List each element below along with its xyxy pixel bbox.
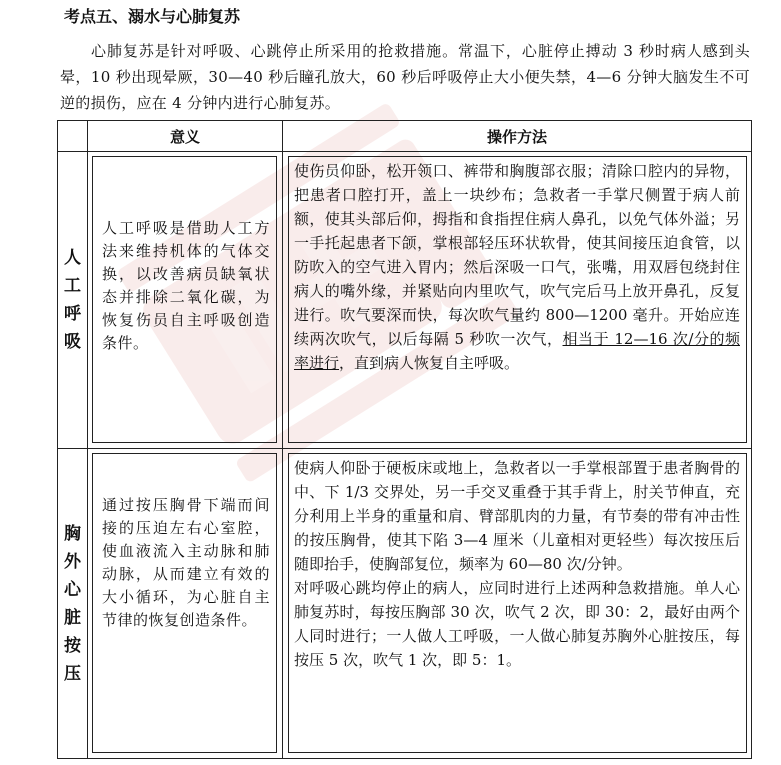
method-cell-compression	[283, 449, 752, 759]
row-label-char: 胸	[64, 523, 81, 544]
section-heading: 考点五、溺水与心肺复苏	[64, 7, 241, 26]
method-text-respiration	[289, 157, 746, 379]
meaning-text-respiration: 人工呼吸是借助人工方法来维持机体的气体交换，以改善病员缺氧状态并排除二氧化碳，为恢复伤员自主呼吸创造条件。	[102, 219, 270, 352]
row-label-artificial-respiration	[58, 152, 88, 449]
meaning-cell-respiration	[88, 152, 283, 449]
row-label-char: 压	[64, 663, 81, 684]
header-method: 操作方法	[283, 121, 752, 152]
row-label-char: 脏	[64, 607, 81, 628]
meaning-text-compression: 通过按压胸骨下端而间接的压迫左右心室腔，使血液流入主动脉和肺动脉，从而建立有效的大小循环，为心脏自主节律的恢复创造条件。	[102, 496, 270, 629]
method-underlined-text: 相当于 12—16 次/分的频率进行	[294, 330, 740, 372]
row-label-char: 工	[64, 276, 81, 296]
method-box-compression	[288, 453, 747, 753]
row-label-char: 呼	[64, 304, 81, 324]
table-header-row	[58, 121, 752, 152]
table-row-artificial-respiration	[58, 152, 752, 449]
method-box-respiration	[288, 156, 747, 443]
method-text-part: ，直到病人恢复自主呼吸。	[339, 354, 520, 372]
header-blank-cell	[58, 121, 88, 152]
meaning-box-compression	[92, 453, 277, 753]
row-label-char: 按	[64, 635, 81, 656]
header-meaning: 意义	[88, 121, 283, 152]
method-cell-respiration	[283, 152, 752, 449]
row-label-char: 人	[64, 248, 81, 268]
row-label-char: 吸	[64, 332, 81, 352]
method-text-part: 使伤员仰卧，松开领口、裤带和胸腹部衣服；清除口腔内的异物，把患者口腔打开，盖上一块纱布；急救者一手掌尺侧置于病人前额，使其头部后仰，拇指和食指捏住病人鼻孔，以免气体外溢；另一手托起患者下颌，掌根部轻压环状软骨，使其间接压迫食管，以防吹入的空气进入胃内；然后深吸一口气，张嘴，用双唇包绕封住病人的嘴外缘，并紧贴向内里吹气，吹气完后马上放开鼻孔，反复进行。吹气要深而快，每次吹气量约 800—1200 毫升。开始应连续两次吹气，以后每隔 5 秒吹一次气，	[294, 162, 740, 348]
method-text-compression	[289, 454, 746, 676]
meaning-cell-compression	[88, 449, 283, 759]
intro-paragraph: 心肺复苏是针对呼吸、心跳停止所采用的抢救措施。常温下，心脏停止搏动 3 秒时病人感到头晕，10 秒出现晕厥，30—40 秒后瞳孔放大，60 秒后呼吸停止大小便失禁，4—6 分钟大脑发生不可逆的损伤，应在 4 分钟内进行心肺复苏。	[60, 42, 750, 112]
meaning-box-respiration	[92, 156, 277, 443]
row-label-char: 心	[64, 579, 81, 600]
method-paragraph: 对呼吸心跳均停止的病人，应同时进行上述两种急救措施。单人心肺复苏时，每按压胸部 30 次，吹气 2 次，即 30：2，最好由两个人同时进行；一人做人工呼吸，一人做心肺复苏胸外心脏按压，每按压 5 次，吹气 1 次，即 5：1。	[294, 579, 740, 669]
row-label-chest-compression	[58, 449, 88, 759]
cpr-table	[57, 120, 752, 759]
method-paragraph: 使病人仰卧于硬板床或地上，急救者以一手掌根部置于患者胸骨的中、下 1/3 交界处，另一手交叉重叠于其手背上，肘关节伸直，充分利用上半身的重量和肩、臂部肌肉的力量，有节奏的带有冲击性的按压胸骨，使其下陷 3—4 厘米（儿童相对更轻些）每次按压后随即抬手，使胸部复位，频率为 60—80 次/分钟。	[294, 459, 740, 573]
row-label-char: 外	[64, 551, 81, 572]
table-row-chest-compression	[58, 449, 752, 759]
